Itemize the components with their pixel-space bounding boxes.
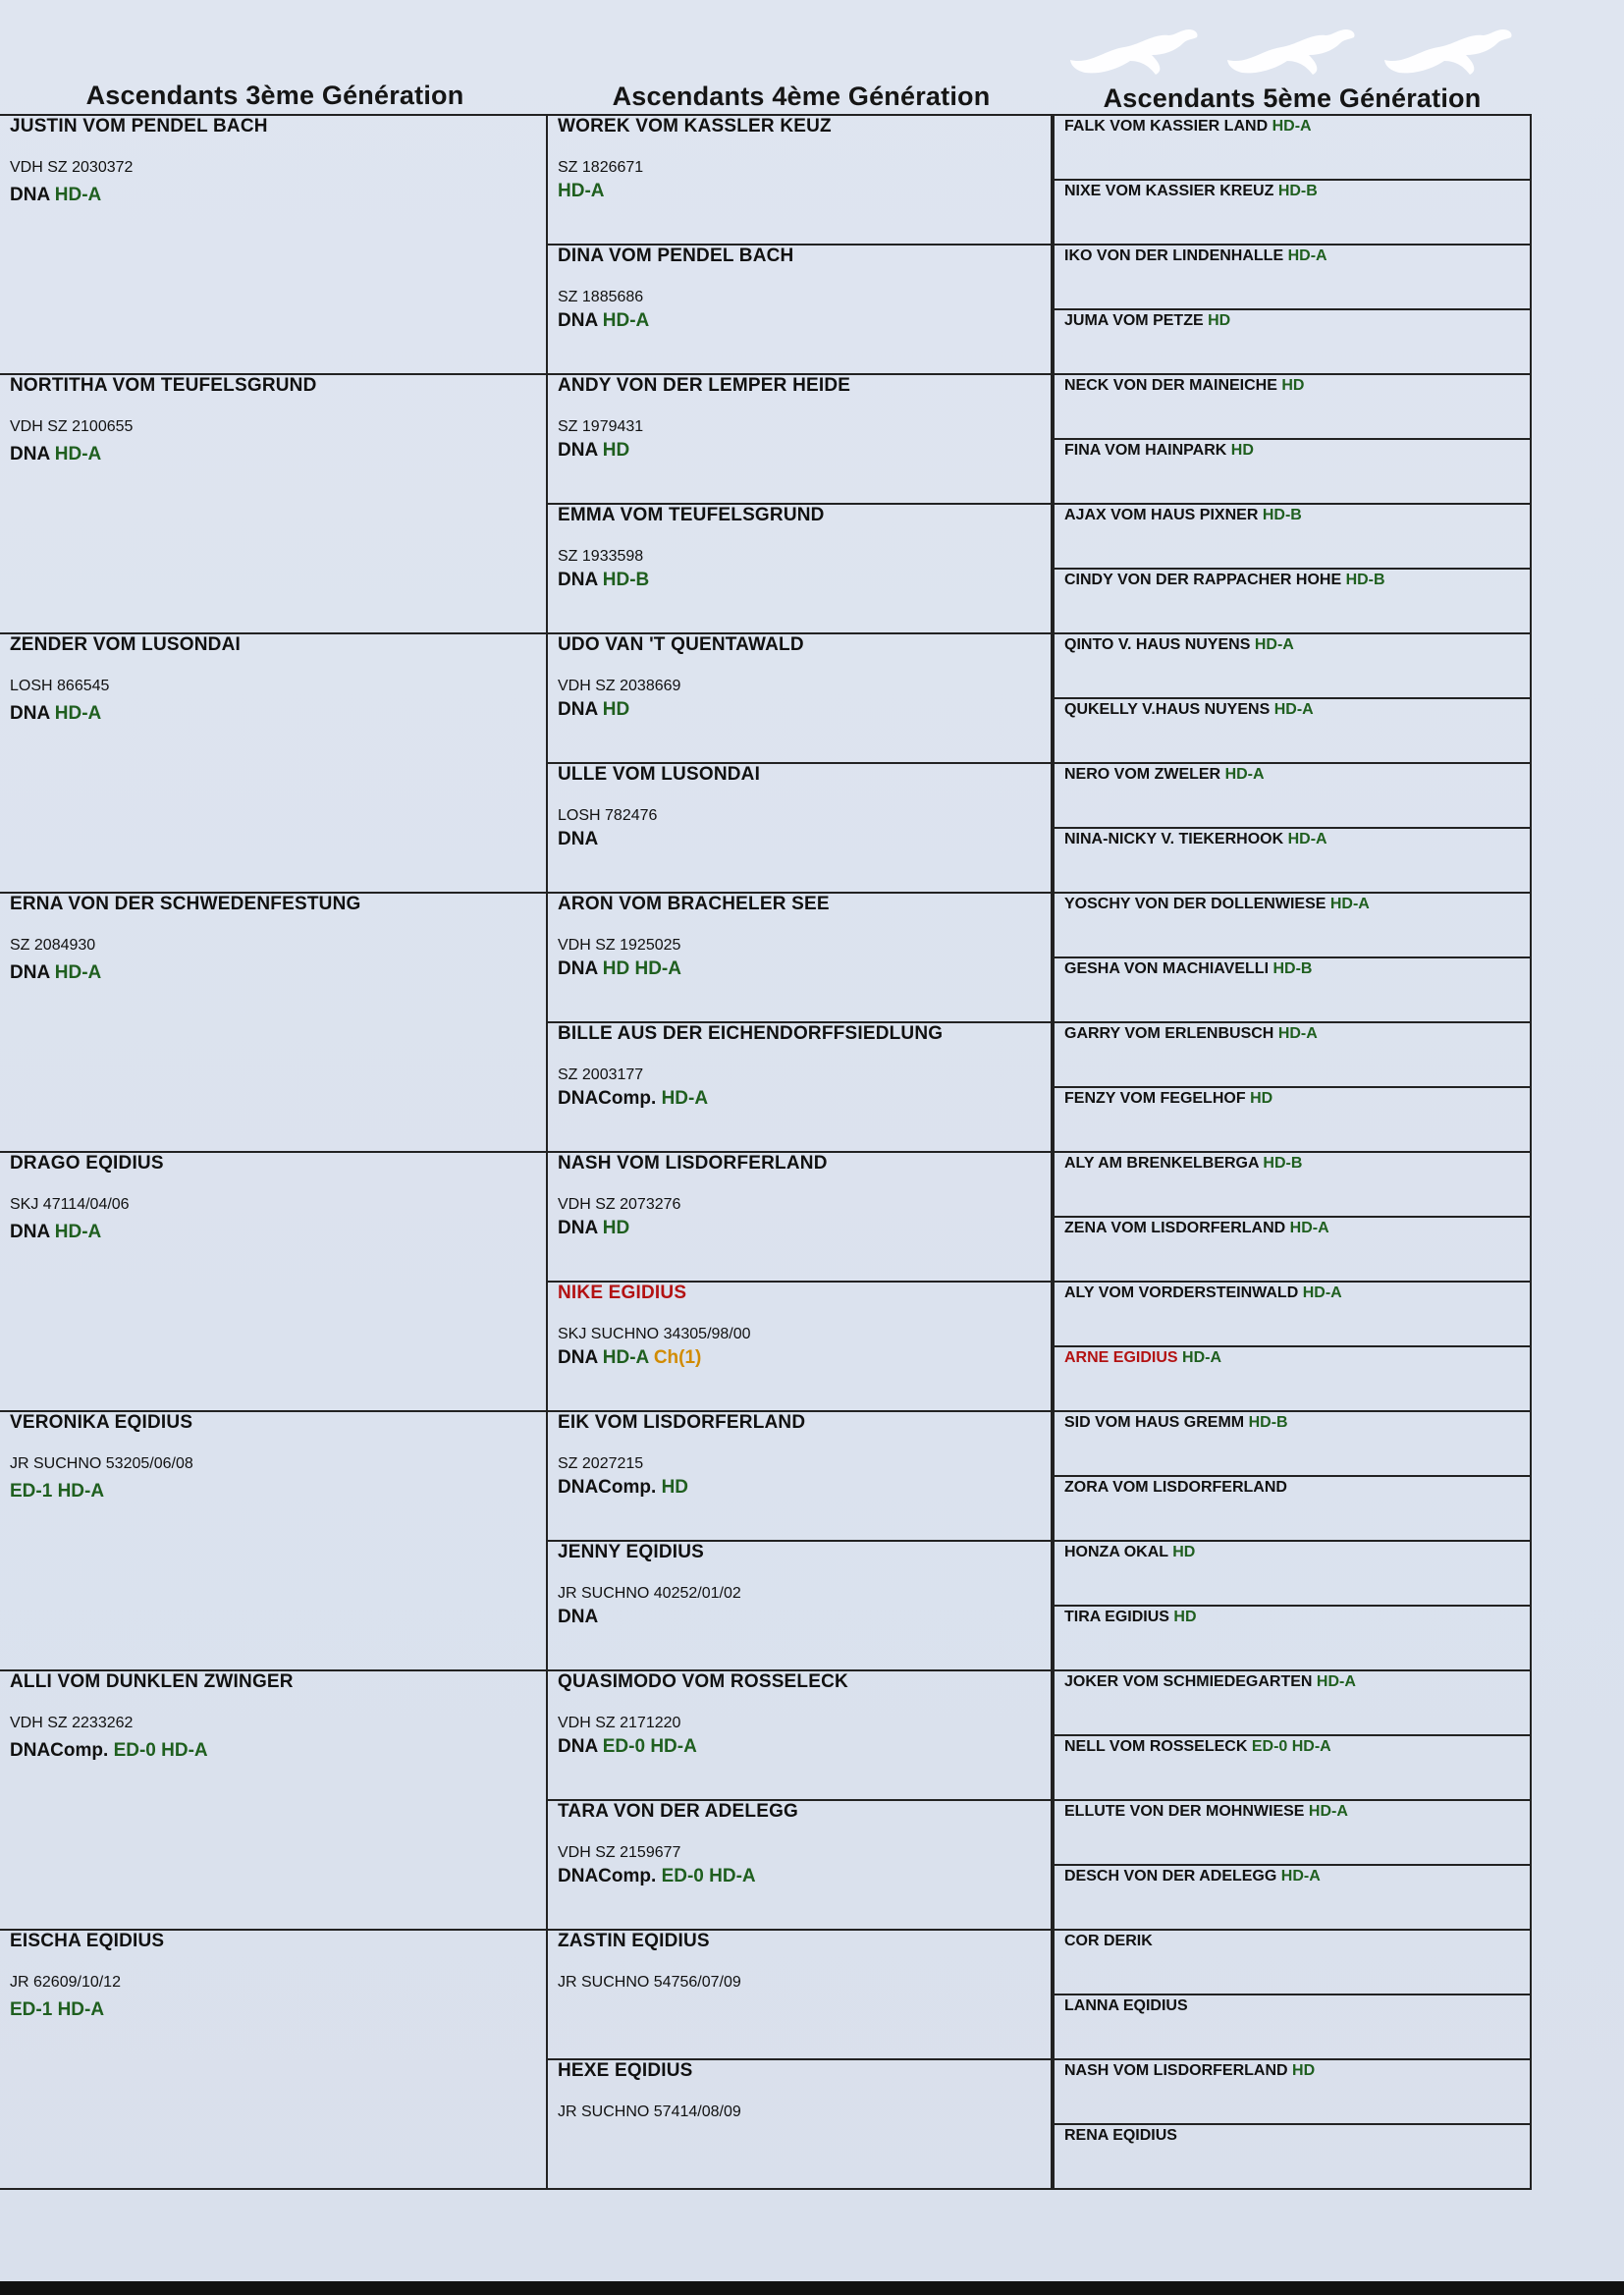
gen5-cell-content [1055,570,1530,591]
gen5-cell [1053,1151,1532,1218]
registration-number: VDH SZ 2233262 [10,1715,134,1731]
dna-status: DNAComp. [10,1740,109,1761]
gen4-cell [546,2058,1053,2190]
gen5-cell [1053,568,1532,634]
gen5-cell [1053,632,1532,699]
hd-rating: HD-A [1316,1673,1356,1690]
gen5-cell [1053,1929,1532,1995]
hd-rating: HD [1173,1609,1197,1625]
dna-status: DNA [10,444,50,464]
gen4-cell-content [548,764,1051,850]
gen3-cell [0,1151,548,1412]
registration-number: JR 62609/10/12 [10,1974,121,1991]
hd-rating: HD-B [1277,183,1318,199]
dog-name: NIKE EGIDIUS [558,1283,687,1303]
dog-name: ZORA VOM LISDORFERLAND [1064,1479,1287,1496]
registration-number: JR SUCHNO 53205/06/08 [10,1455,193,1472]
health-tests [558,310,1041,332]
running-dog-icon [1065,6,1203,84]
registration-number: JR SUCHNO 40252/01/02 [558,1585,741,1602]
gen3-cell-content [0,116,546,206]
gen5-cell [1053,1410,1532,1477]
gen4-cell-content [548,505,1051,591]
dog-name: EMMA VOM TEUFELSGRUND [558,505,825,525]
dog-name: JUMA VOM PETZE [1064,312,1204,329]
health-tests [10,444,536,465]
gen5-cell-content [1055,1801,1530,1823]
gen3-cell [0,892,548,1153]
gen5-cell-content [1055,116,1530,137]
gen4-cell [546,632,1053,764]
health-tests [558,1088,1041,1110]
health-tests [10,1999,536,2021]
hd-rating: HD-A [1273,701,1314,718]
registration-number: VDH SZ 2159677 [558,1844,681,1861]
dog-name: DRAGO EQIDIUS [10,1153,164,1174]
health-tests [558,1736,1041,1758]
gen5-cell [1053,1086,1532,1153]
health-tests [10,1740,536,1762]
dog-name: GESHA VON MACHIAVELLI [1064,960,1270,977]
gen5-cell-content [1055,1607,1530,1628]
gen3-cell [0,632,548,894]
hd-rating: HD [1172,1544,1196,1560]
pedigree-grid [0,114,1532,2190]
dna-status: DNAComp. [558,1866,657,1886]
gen5-cell [1053,697,1532,764]
gen5-cell-content [1055,1088,1530,1110]
hd-rating: HD [661,1477,689,1498]
dog-name: ARNE EGIDIUS [1064,1349,1178,1366]
gen5-cell [1053,1475,1532,1542]
registration-number: VDH SZ 2171220 [558,1715,681,1731]
dna-status: DNA [558,829,599,849]
header-gen4: Ascendants 4ème Génération [612,82,991,111]
gen4-cell [546,1410,1053,1542]
gen5-cell-content [1055,1153,1530,1175]
hd-rating: HD-A [54,444,102,464]
gen5-cell-content [1055,1931,1530,1952]
gen4-cell [546,1151,1053,1283]
health-tests [10,185,536,206]
dog-name: QUKELLY V.HAUS NUYENS [1064,701,1271,718]
dna-status: DNA [558,1736,598,1757]
health-tests [558,958,1041,980]
gen5-cell-content [1055,1347,1530,1369]
registration-number: SZ 2003177 [558,1066,644,1083]
registration-number: SKJ 47114/04/06 [10,1196,130,1213]
gen4-cell-content [548,246,1051,332]
hd-rating: HD-A [602,1347,649,1368]
health-tests [10,962,536,984]
dog-name: NASH VOM LISDORFERLAND [1064,2062,1288,2079]
dog-name: EISCHA EQIDIUS [10,1931,165,1951]
hd-rating: HD-A [54,185,102,205]
dna-status: DNA [558,440,598,461]
gen4-cell-content [548,1931,1051,1992]
hd-rating: HD-B [1263,1155,1303,1172]
gen4-cell-content [548,116,1051,202]
health-tests [558,1347,1041,1369]
dog-name: ELLUTE VON DER MOHNWIESE [1064,1803,1305,1820]
registration-number: SZ 1979431 [558,418,644,435]
dog-name: COR DERIK [1064,1933,1153,1949]
gen5-cell [1053,1021,1532,1088]
dog-name: ULLE VOM LUSONDAI [558,764,761,785]
hd-rating: HD-A [1287,247,1327,264]
hd-rating: HD-A [1329,896,1370,912]
health-tests [10,1222,536,1243]
registration-number: LOSH 866545 [10,678,110,694]
gen5-cell [1053,1281,1532,1347]
health-tests [558,1607,1041,1628]
registration-number: VDH SZ 2073276 [558,1196,681,1213]
gen5-cell-content [1055,1542,1530,1563]
hd-rating: HD [1281,377,1305,394]
gen3-cell-content [0,375,546,465]
gen5-cell-content [1055,440,1530,462]
gen4-cell [546,1021,1053,1153]
hd-rating: HD-A [54,1222,102,1242]
gen3-cell-content [0,1412,546,1503]
dog-name: CINDY VON DER RAPPACHER HOHE [1064,572,1342,588]
gen4-cell [546,1540,1053,1671]
gen5-cell [1053,1994,1532,2060]
dog-name: WOREK VOM KASSLER KEUZ [558,116,832,137]
hd-rating: HD [602,440,630,461]
gen3-cell-content [0,634,546,725]
header-gen3: Ascendants 3ème Génération [85,81,464,110]
dog-name: NINA-NICKY V. TIEKERHOOK [1064,831,1284,847]
dna-status: DNA [558,310,598,331]
gen5-cell-content [1055,1218,1530,1239]
gen5-cell [1053,1734,1532,1801]
hd-rating: HD-B [1248,1414,1288,1431]
gen5-cell-content [1055,894,1530,915]
dog-name: VERONIKA EQIDIUS [10,1412,193,1433]
dna-status: DNA [558,1218,598,1238]
gen5-cell-content [1055,1866,1530,1887]
gen5-cell [1053,1669,1532,1736]
gen5-cell-content [1055,1477,1530,1499]
hd-rating: HD-A [1287,831,1327,847]
health-tests [10,703,536,725]
registration-number: SZ 1933598 [558,548,644,565]
gen5-cell [1053,2058,1532,2125]
dog-name: YOSCHY VON DER DOLLENWIESE [1064,896,1326,912]
gen5-cell-content [1055,2125,1530,2147]
dog-name: UDO VAN 'T QUENTAWALD [558,634,804,655]
gen5-cell [1053,1216,1532,1283]
hd-rating: HD-A [1302,1284,1342,1301]
gen5-cell-content [1055,1283,1530,1304]
dog-name: AJAX VOM HAUS PIXNER [1064,507,1259,523]
logo-row [1065,6,1527,84]
dog-name: JUSTIN VOM PENDEL BACH [10,116,268,137]
gen5-cell [1053,1540,1532,1607]
gen4-cell [546,503,1053,634]
hd-rating: ED-0 HD-A [1251,1738,1331,1755]
hd-rating: HD [602,699,630,720]
hd-rating: HD-B [602,570,650,590]
hd-rating: ED-1 HD-A [10,1481,105,1502]
health-tests [558,699,1041,721]
hd-rating: HD-A [1254,636,1294,653]
dog-name: BILLE AUS DER EICHENDORFFSIEDLUNG [558,1023,944,1044]
hd-rating: ED-1 HD-A [10,1999,105,2020]
dog-name: QINTO V. HAUS NUYENS [1064,636,1251,653]
health-tests [558,570,1041,591]
dog-name: LANNA EQIDIUS [1064,1997,1188,2014]
health-tests [558,829,1041,850]
hd-rating: HD-A [1272,118,1312,135]
gen3-cell [0,1410,548,1671]
gen4-cell-content [548,1542,1051,1628]
hd-rating: ED-0 HD-A [113,1740,208,1761]
registration-number: VDH SZ 1925025 [558,937,681,954]
gen3-cell-content [0,894,546,984]
bottom-edge [0,2281,1624,2295]
hd-rating: HD-A [1182,1349,1222,1366]
gen4-cell-content [548,894,1051,980]
hd-rating: HD-A [558,181,605,201]
dna-status: DNA [10,185,50,205]
dna-status: DNA [558,1347,598,1368]
health-tests [10,1481,536,1503]
dog-name: TIRA EGIDIUS [1064,1609,1169,1625]
gen5-cell-content [1055,505,1530,526]
registration-number: VDH SZ 2030372 [10,159,134,176]
dog-name: IKO VON DER LINDENHALLE [1064,247,1284,264]
dog-name: ALY VOM VORDERSTEINWALD [1064,1284,1299,1301]
gen4-cell [546,892,1053,1023]
hd-rating: HD-A [1224,766,1265,783]
gen5-cell [1053,956,1532,1023]
gen5-cell-content [1055,1736,1530,1758]
gen5-cell-content [1055,699,1530,721]
hd-rating: HD-A [1289,1220,1329,1236]
dog-name: ZASTIN EQIDIUS [558,1931,710,1951]
gen5-cell-content [1055,2060,1530,2082]
dog-name: FINA VOM HAINPARK [1064,442,1227,459]
gen3-cell [0,1669,548,1931]
gen5-cell [1053,373,1532,440]
registration-number: JR SUCHNO 54756/07/09 [558,1974,741,1991]
championship-mark: Ch(1) [653,1347,702,1368]
hd-rating: HD-A [1308,1803,1348,1820]
gen5-cell [1053,827,1532,894]
registration-number: JR SUCHNO 57414/08/09 [558,2104,741,2120]
hd-rating: HD [1250,1090,1273,1107]
header-gen5: Ascendants 5ème Génération [1103,83,1482,113]
dog-name: GARRY VOM ERLENBUSCH [1064,1025,1274,1042]
gen4-cell-content [548,1801,1051,1887]
dna-status: DNA [558,958,598,979]
gen5-cell-content [1055,829,1530,850]
gen4-cell [546,1669,1053,1801]
gen3-cell-content [0,1153,546,1243]
gen4-cell [546,1281,1053,1412]
gen5-cell [1053,1345,1532,1412]
dna-status: DNA [558,570,598,590]
gen4-cell-content [548,1283,1051,1369]
gen3-cell [0,114,548,375]
gen5-cell [1053,179,1532,246]
gen3-cell-content [0,1671,546,1762]
dna-status: DNA [558,699,598,720]
gen3-cell [0,373,548,634]
gen3-cell-content [0,1931,546,2021]
running-dog-icon [1380,6,1517,84]
dog-name: ZENDER VOM LUSONDAI [10,634,241,655]
gen5-cell-content [1055,246,1530,267]
gen5-cell [1053,1799,1532,1866]
dog-name: ARON VOM BRACHELER SEE [558,894,830,914]
dog-name: DESCH VON DER ADELEGG [1064,1868,1277,1885]
gen4-cell-content [548,2060,1051,2121]
gen5-cell-content [1055,764,1530,786]
gen5-cell-content [1055,1023,1530,1045]
gen4-cell-content [548,375,1051,462]
dog-name: TARA VON DER ADELEGG [558,1801,799,1822]
dog-name: EIK VOM LISDORFERLAND [558,1412,806,1433]
gen4-cell [546,244,1053,375]
health-tests [558,440,1041,462]
health-tests [558,181,1041,202]
gen4-cell [546,762,1053,894]
gen5-cell [1053,1605,1532,1671]
dna-status: DNA [10,1222,50,1242]
dog-name: RENA EQIDIUS [1064,2127,1177,2144]
gen5-cell-content [1055,181,1530,202]
dog-name: ANDY VON DER LEMPER HEIDE [558,375,851,396]
gen5-cell [1053,2123,1532,2190]
health-tests [558,1477,1041,1499]
health-tests [558,1866,1041,1887]
dog-name: NIXE VOM KASSIER KREUZ [1064,183,1274,199]
gen4-cell [546,114,1053,246]
column-headers [0,79,1624,114]
hd-rating: HD [1208,312,1231,329]
gen5-cell-content [1055,1412,1530,1434]
hd-rating: HD-A [1280,1868,1321,1885]
hd-rating: HD-A [602,310,650,331]
hd-rating: ED-0 HD-A [661,1866,756,1886]
dog-name: ALY AM BRENKELBERGA [1064,1155,1259,1172]
gen5-cell-content [1055,1995,1530,2017]
hd-rating: HD HD-A [602,958,681,979]
health-tests [558,1218,1041,1239]
hd-rating: HD-B [1345,572,1385,588]
dna-status: DNAComp. [558,1477,657,1498]
registration-number: SZ 2084930 [10,937,96,954]
gen5-cell [1053,503,1532,570]
gen5-cell [1053,892,1532,958]
gen5-cell [1053,244,1532,310]
dog-name: NELL VOM ROSSELECK [1064,1738,1248,1755]
hd-rating: HD-A [1277,1025,1318,1042]
gen5-cell [1053,1864,1532,1931]
gen4-cell-content [548,1153,1051,1239]
dog-name: NECK VON DER MAINEICHE [1064,377,1277,394]
dog-name: ALLI VOM DUNKLEN ZWINGER [10,1671,294,1692]
dog-name: NORTITHA VOM TEUFELSGRUND [10,375,317,396]
dog-name: JOKER VOM SCHMIEDEGARTEN [1064,1673,1313,1690]
dog-name: DINA VOM PENDEL BACH [558,246,794,266]
gen5-cell-content [1055,310,1530,332]
dog-name: ERNA VON DER SCHWEDENFESTUNG [10,894,361,914]
gen5-cell [1053,308,1532,375]
dog-name: JENNY EQIDIUS [558,1542,705,1562]
registration-number: LOSH 782476 [558,807,658,824]
dog-name: HONZA OKAL [1064,1544,1168,1560]
gen4-cell [546,1799,1053,1931]
dog-name: NASH VOM LISDORFERLAND [558,1153,828,1174]
gen5-cell [1053,762,1532,829]
dna-status: DNA [558,1607,599,1627]
hd-rating: HD-A [661,1088,709,1109]
gen4-cell-content [548,1023,1051,1110]
hd-rating: HD-B [1262,507,1302,523]
dna-status: DNA [10,962,50,983]
registration-number: VDH SZ 2100655 [10,418,134,435]
dog-name: NERO VOM ZWELER [1064,766,1221,783]
gen5-cell-content [1055,634,1530,656]
hd-rating: HD-B [1272,960,1313,977]
hd-rating: HD-A [54,703,102,724]
registration-number: SZ 1826671 [558,159,644,176]
gen5-cell-content [1055,958,1530,980]
dog-name: HEXE EQIDIUS [558,2060,693,2081]
dog-name: ZENA VOM LISDORFERLAND [1064,1220,1286,1236]
gen4-cell-content [548,634,1051,721]
registration-number: SKJ SUCHNO 34305/98/00 [558,1326,751,1342]
gen5-cell-content [1055,1671,1530,1693]
registration-number: SZ 1885686 [558,289,644,305]
hd-rating: ED-0 HD-A [602,1736,697,1757]
gen4-cell [546,1929,1053,2060]
hd-rating: HD-A [54,962,102,983]
gen4-cell-content [548,1671,1051,1758]
gen3-cell [0,1929,548,2190]
running-dog-icon [1222,6,1360,84]
dna-status: DNAComp. [558,1088,657,1109]
dog-name: FENZY VOM FEGELHOF [1064,1090,1246,1107]
dog-name: SID VOM HAUS GREMM [1064,1414,1245,1431]
dog-name: FALK VOM KASSIER LAND [1064,118,1269,135]
hd-rating: HD [602,1218,630,1238]
gen4-cell-content [548,1412,1051,1499]
dog-name: QUASIMODO VOM ROSSELECK [558,1671,848,1692]
gen5-cell [1053,114,1532,181]
registration-number: SZ 2027215 [558,1455,644,1472]
registration-number: VDH SZ 2038669 [558,678,681,694]
gen5-cell-content [1055,375,1530,397]
dna-status: DNA [10,703,50,724]
gen4-cell [546,373,1053,505]
hd-rating: HD [1230,442,1254,459]
hd-rating: HD [1292,2062,1316,2079]
gen5-cell [1053,438,1532,505]
